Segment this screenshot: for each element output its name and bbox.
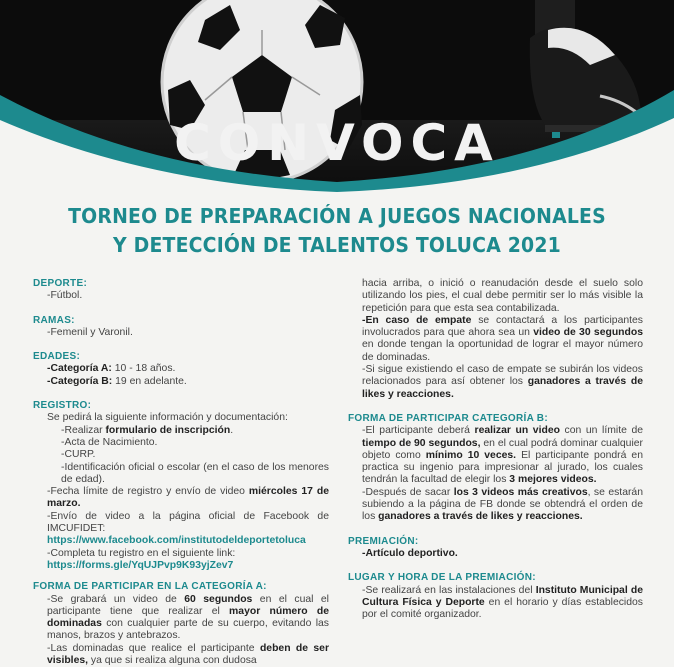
section-deporte [33,278,329,303]
section-lugar [348,572,643,621]
facebook-link[interactable]: https://www.facebook.com/institutodeldeportetoluca [47,535,306,547]
section-premiacion [348,536,643,561]
registro-heading: REGISTRO: [33,400,92,412]
left-column [33,278,329,667]
section-categoria-b [348,413,643,524]
categoria-a-p1: -Se grabará un video de 60 segundos en el cual el participante tiene que realizar el mayor número de dominadas con cualquier parte de su cuerpo, evitando las manos, brazos y antebrazos. [47,593,329,642]
cat-b-value: 19 en adelante. [112,375,187,387]
lugar-heading: LUGAR Y HORA DE LA PREMIACIÓN: [348,572,536,584]
categoria-a-heading: FORMA DE PARTICIPAR EN LA CATEGORÍA A: [33,581,267,593]
edades-heading: EDADES: [33,351,81,363]
header-banner [0,0,674,190]
ramas-heading: RAMAS: [33,314,75,326]
categoria-b-heading: FORMA DE PARTICIPAR CATEGORÍA B: [348,412,548,424]
categoria-a-p3: -En caso de empate se contactará a los participantes involucrados para que ahora sea un video de 30 segundos en donde tengan la oportunidad de lograr el mayor número de dominadas. [362,314,643,363]
registro-form-text: -Completa tu registro en el siguiente link: [47,547,236,559]
ramas-value: -Femenil y Varonil. [47,326,133,338]
categoria-b-p2: -Después de sacar los 3 videos más creativos, se estarán subiendo a la página de FB donde se obtendrá el orden de los ganadores a través de likes y reacciones. [362,486,643,523]
categoria-a-continued [348,278,643,401]
title-line-1: TORNEO DE PREPARACIÓN A JUEGOS NACIONALES [68,204,606,228]
premiacion-heading: PREMIACIÓN: [348,535,419,547]
deporte-heading: DEPORTE: [33,278,88,289]
premiacion-value: -Artículo deportivo. [362,547,458,559]
cat-a-value: 10 - 18 años. [111,363,176,375]
edades-cat-b [33,376,329,388]
registro-deadline: -Fecha límite de registro y envío de video miércoles 17 de marzo. [47,486,329,510]
registro-intro: Se pedirá la siguiente información y documentación: [47,412,288,424]
convoca-heading: CONVOCA [174,114,500,172]
categoria-a-p2: -Las dominadas que realice el participante deben de ser visibles, ya que si realiza alguna con dudosa [47,642,329,667]
deporte-value: -Fútbol. [47,290,83,302]
section-categoria-a [33,581,329,667]
right-column [348,278,643,621]
registro-facebook-text: -Envío de video a la página oficial de Facebook de IMCUFIDET: [47,510,329,535]
form-link[interactable]: https://forms.gle/YqUJPvp9K93yjZev7 [47,559,234,571]
registro-req-1: -Realizar formulario de inscripción. [61,424,234,436]
lugar-value: -Se realizará en las instalaciones del Instituto Municipal de Cultura Física y Deporte en el horario y días establecidos por el comité organizador. [362,584,643,621]
registro-req-3: -CURP. [61,449,96,461]
categoria-b-p1: -El participante deberá realizar un video con un límite de tiempo de 90 segundos, en el cual podrá dominar cualquier objeto como mínimo 10 veces. El participante pondrá en practica su ingenio para impresionar al jurado, los cuales tendrán la facultad de elegir los 3 mejores videos. [362,425,643,486]
edades-cat-a [33,363,329,375]
categoria-a-p2-cont: hacia arriba, o inició o reanudación desde el suelo solo utilizando los pies, el cual debe permitir ser lo más visible la repetición para que esta sea contabilizada. [362,278,643,314]
categoria-a-p4: -Si sigue existiendo el caso de empate se subirán los videos relacionados para así obtener los ganadores a través de likes y reacciones. [362,364,643,400]
registro-req-4: -Identificación oficial o escolar (en el caso de los menores de edad). [61,461,329,485]
section-registro [33,400,329,572]
cat-a-label: -Categoría A: [47,363,112,375]
registro-req-2: -Acta de Nacimiento. [61,436,158,448]
title-line-2: Y DETECCIÓN DE TALENTOS TOLUCA 2021 [113,233,561,257]
section-ramas [33,315,329,340]
tournament-title [27,202,647,260]
cat-b-label: -Categoría B: [47,375,113,387]
section-edades [33,351,329,388]
